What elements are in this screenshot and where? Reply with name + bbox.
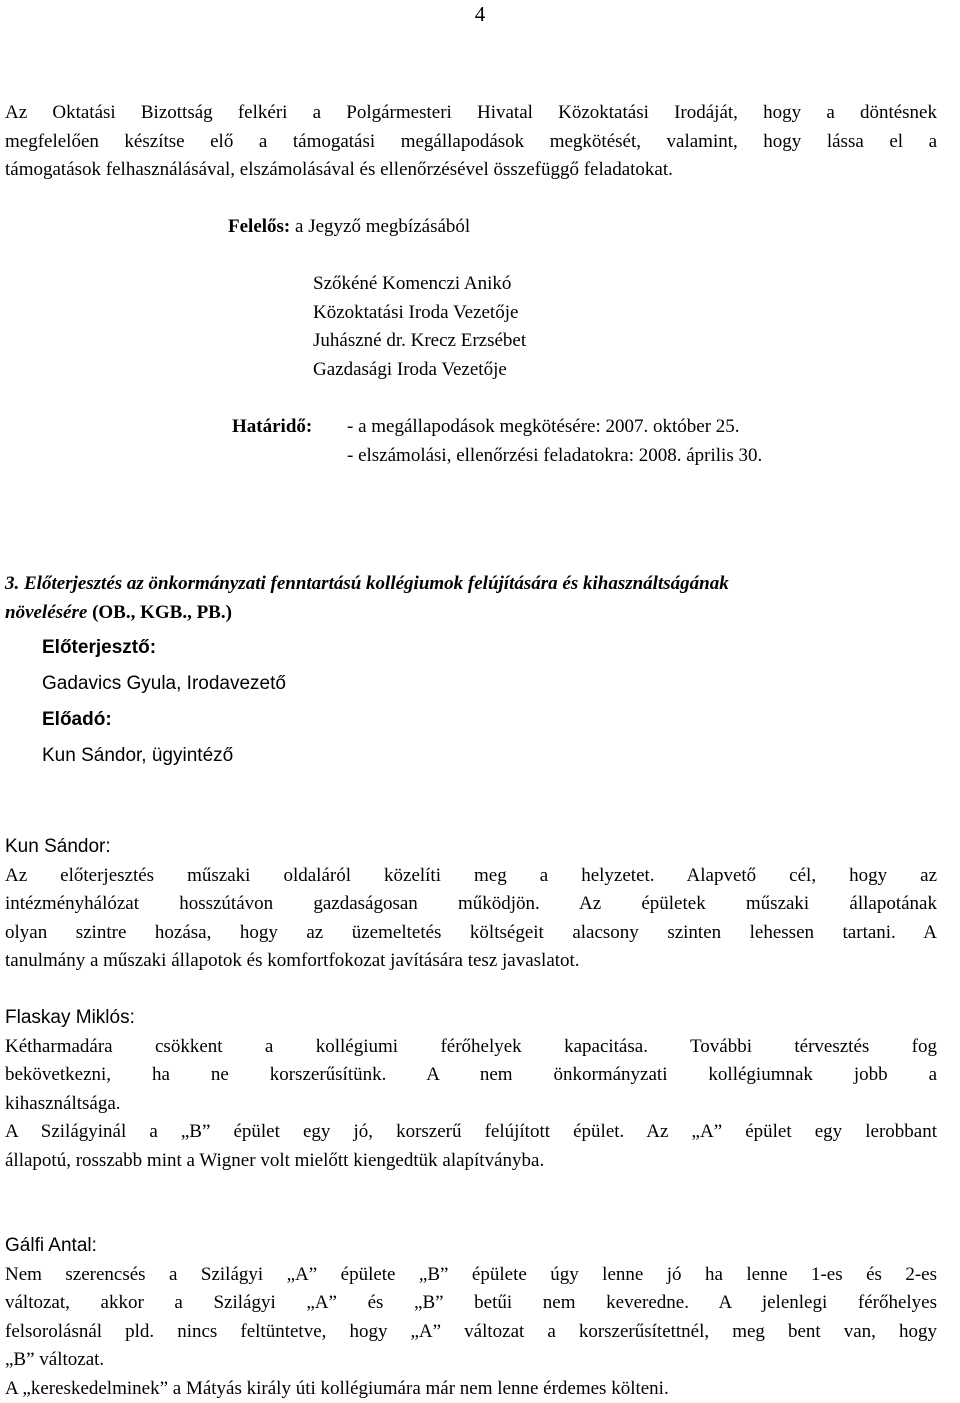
deadline-item: - elszámolási, ellenőrzési feladatokra: 2008. április 30.: [347, 442, 762, 471]
responsible-row: [228, 213, 470, 242]
page-number: 4: [0, 2, 960, 27]
speech-line: bekövetkezni, ha ne korszerűsítünk. A nem önkormányzati kollégiumnak jobb a: [5, 1061, 937, 1090]
responsible-label: Felelős:: [228, 216, 290, 237]
speech-speaker: Gálfi Antal:: [5, 1232, 937, 1261]
section-3-title-line: 3. Előterjesztés az önkormányzati fenntartású kollégiumok felújítására és kihasználtságának: [5, 570, 937, 599]
section-3-title-committees: (OB., KGB., PB.): [87, 602, 232, 623]
deadline-item: - a megállapodások megkötésére: 2007. október 25.: [347, 413, 762, 442]
responsible-person: Gazdasági Iroda Vezetője: [313, 356, 526, 385]
speech-line: Kétharmadára csökkent a kollégiumi férőhelyek kapacitása. További térvesztés fog: [5, 1033, 937, 1062]
speech-line: Az előterjesztés műszaki oldaláról közelíti meg a helyzetet. Alapvető cél, hogy az: [5, 862, 937, 891]
speech-speaker: Flaskay Miklós:: [5, 1004, 937, 1033]
speech-line: A „kereskedelminek” a Mátyás király úti kollégiumára már nem lenne érdemes költeni.: [5, 1375, 937, 1403]
speech-line: intézményhálózat hosszútávon gazdaságosan működjön. Az épületek műszaki állapotának: [5, 890, 937, 919]
intro-line: Az Oktatási Bizottság felkéri a Polgármesteri Hivatal Közoktatási Irodáját, hogy a döntésnek: [5, 99, 937, 128]
deadline-items: [347, 413, 762, 470]
section-3-title-line: [5, 599, 937, 628]
intro-line: támogatások felhasználásával, elszámolásával és ellenőrzésével összefüggő feladatokat.: [5, 156, 937, 185]
intro-line: megfelelően készítse elő a támogatási megállapodások megkötését, valamint, hogy lássa el a: [5, 128, 937, 157]
speech-line: „B” változat.: [5, 1346, 937, 1375]
speech-flaskay-miklos: [5, 1004, 937, 1175]
speech-line: Nem szerencsés a Szilágyi „A” épülete „B” épülete úgy lenne jó ha lenne 1-es és 2-es: [5, 1261, 937, 1290]
speaker-label: Előadó:: [42, 706, 112, 734]
section-3-title-italic: növelésére: [5, 602, 87, 623]
section-3-heading: [5, 570, 937, 627]
responsible-people: [313, 270, 526, 384]
speech-line: állapotú, rosszabb mint a Wigner volt mielőtt kiengedtük alapítványba.: [5, 1147, 937, 1176]
speech-line: A Szilágyinál a „B” épület egy jó, korszerű felújított épület. Az „A” épület egy lerobbant: [5, 1118, 937, 1147]
speech-kun-sandor: [5, 833, 937, 976]
speech-speaker: Kun Sándor:: [5, 833, 937, 862]
speech-line: tanulmány a műszaki állapotok és komfortfokozat javítására tesz javaslatot.: [5, 947, 937, 976]
speaker-name: Kun Sándor, ügyintéző: [42, 742, 233, 770]
intro-paragraph: [5, 99, 937, 185]
responsible-person: Közoktatási Iroda Vezetője: [313, 299, 526, 328]
responsible-person: Juhászné dr. Krecz Erzsébet: [313, 327, 526, 356]
speech-galfi-antal: [5, 1232, 937, 1403]
speech-line: olyan szintre hozása, hogy az üzemeltetés költségeit alacsony szinten lehessen tartani. A: [5, 919, 937, 948]
speech-line: változat, akkor a Szilágyi „A” és „B” betűi nem keveredne. A jelenlegi férőhelyes: [5, 1289, 937, 1318]
deadline-label: Határidő:: [232, 413, 312, 442]
presenter-name: Gadavics Gyula, Irodavezető: [42, 670, 286, 698]
responsible-value: a Jegyző megbízásából: [295, 216, 470, 237]
presenter-label: Előterjesztő:: [42, 634, 156, 662]
speech-line: felsorolásnál pld. nincs feltüntetve, hogy „A” változat a korszerűsítettnél, meg bent van, hogy: [5, 1318, 937, 1347]
speech-line: kihasználtsága.: [5, 1090, 937, 1119]
responsible-person: Szőkéné Komenczi Anikó: [313, 270, 526, 299]
